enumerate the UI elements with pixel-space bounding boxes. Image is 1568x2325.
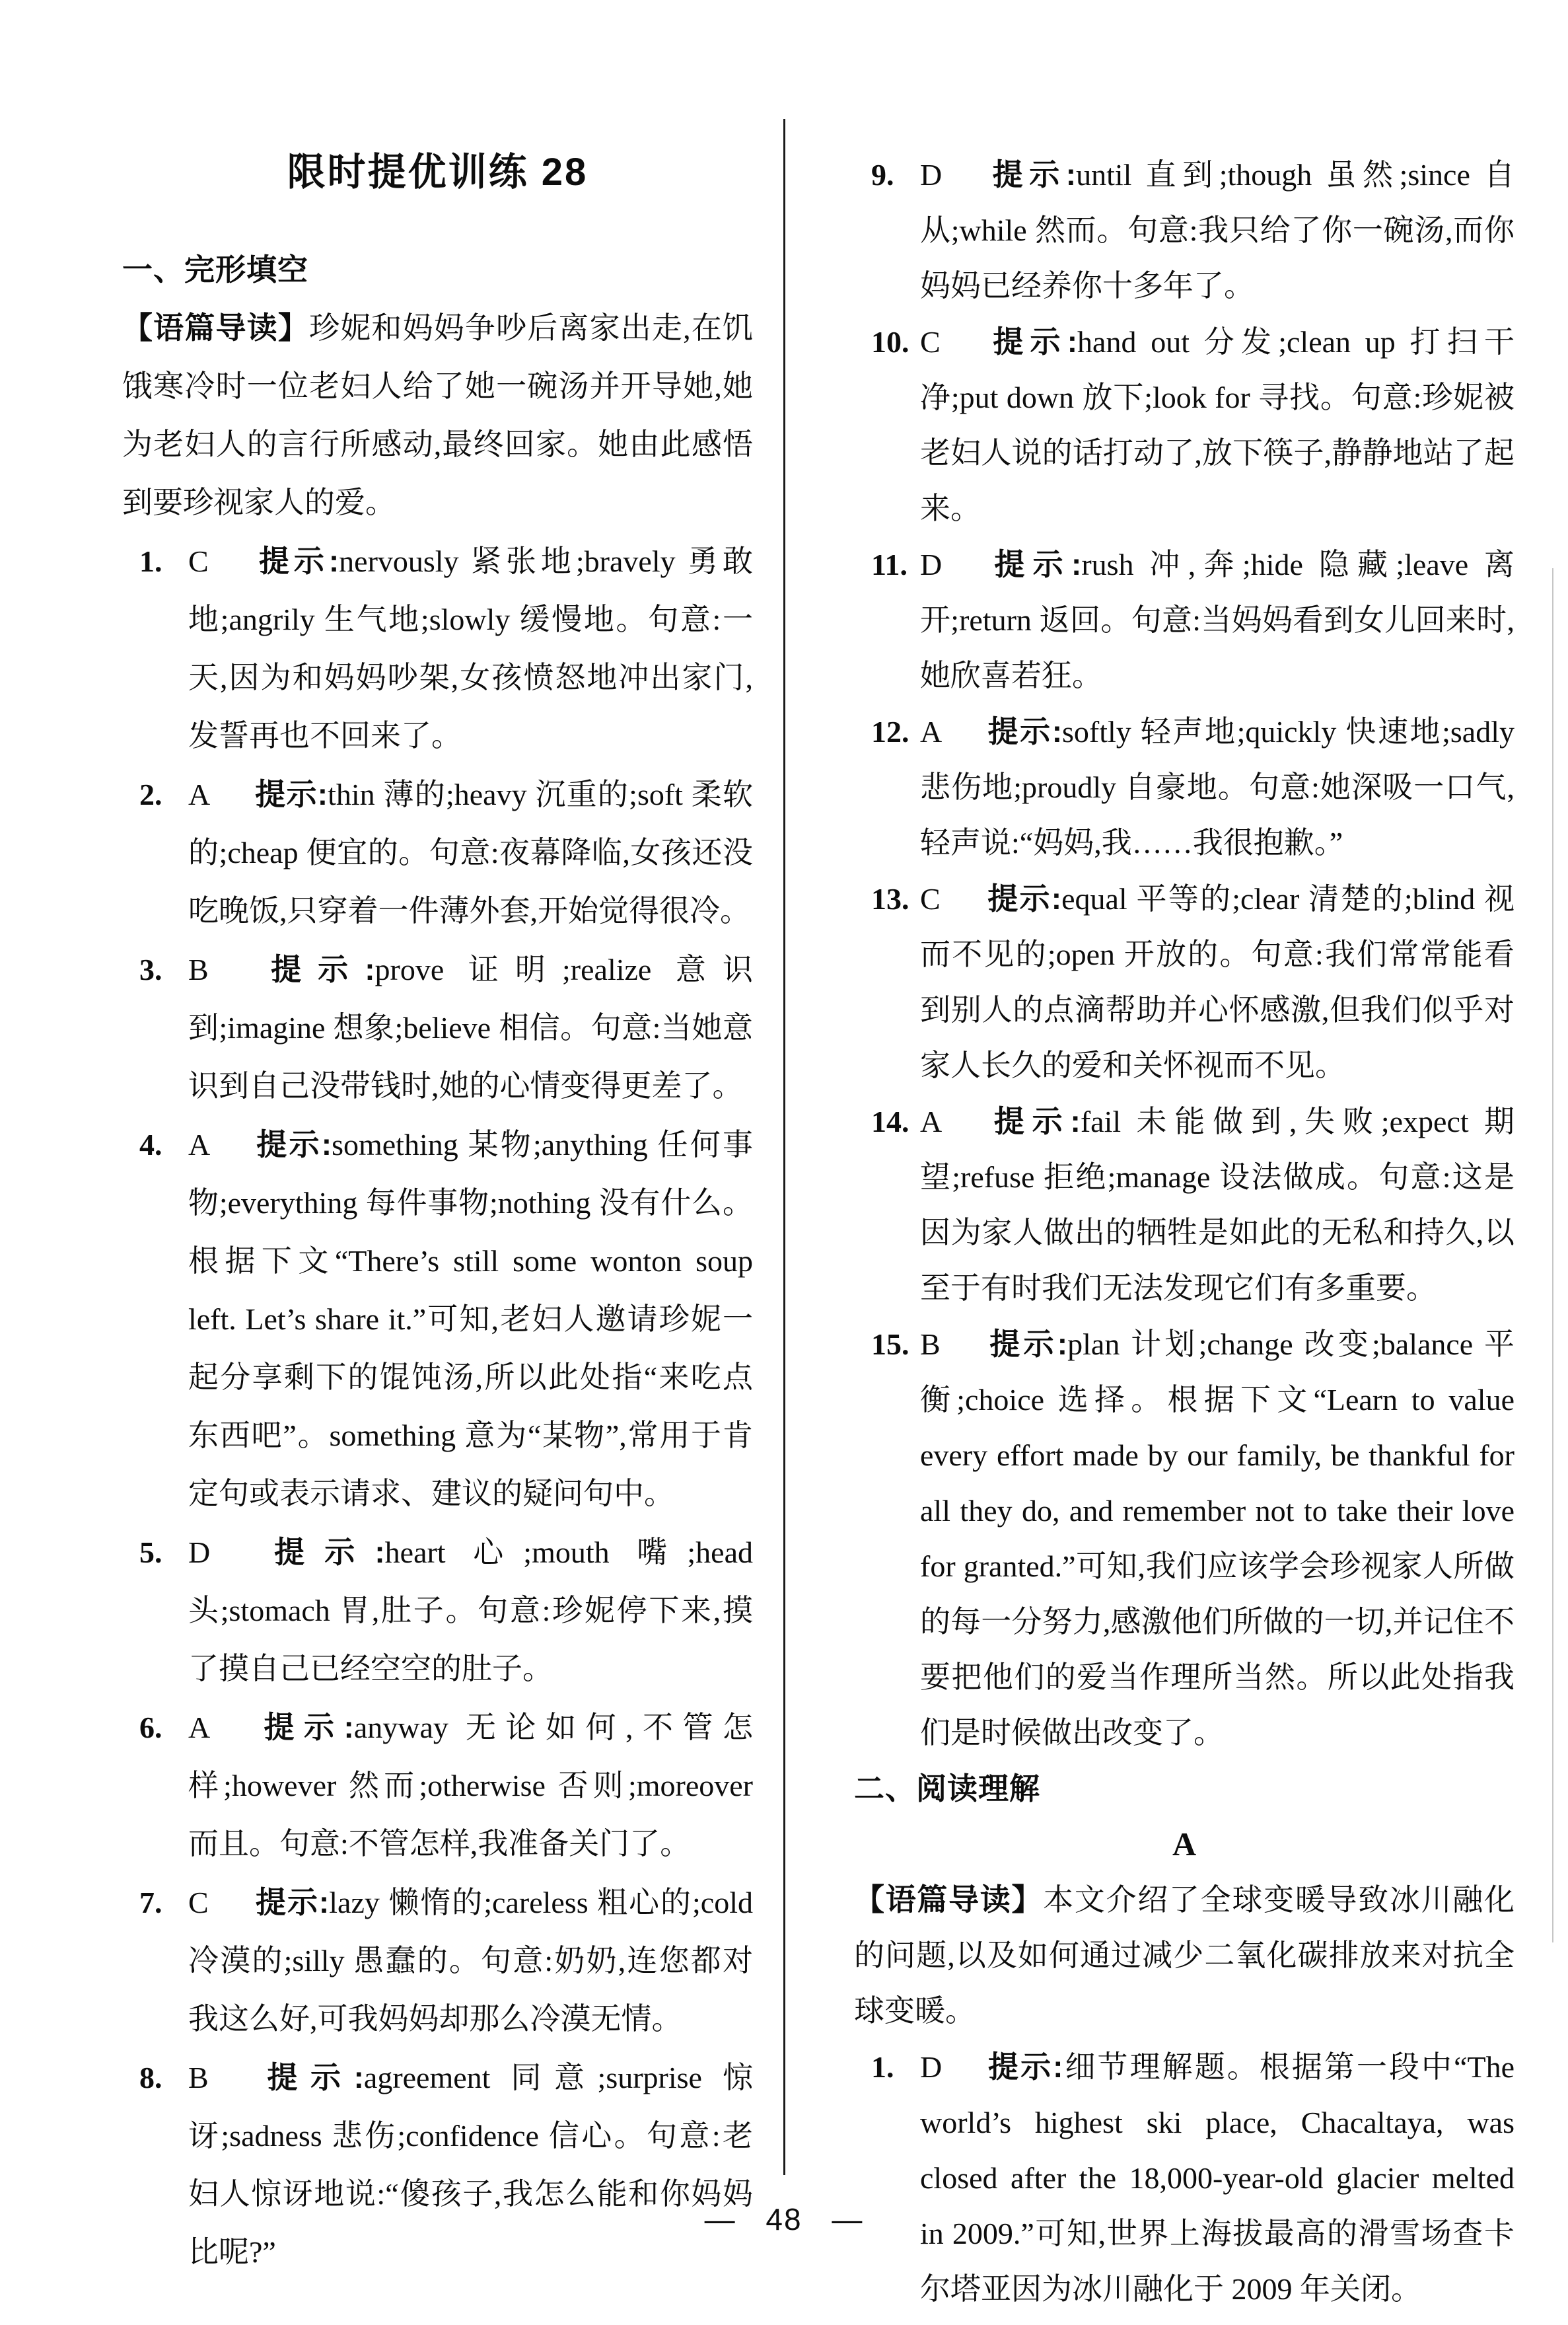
- column-divider-rule: [783, 119, 785, 2175]
- intro-text: 本文介绍了全球变暖导致冰川融化的问题,以及如何通过减少二氧化碳排放来对抗全球变暖。: [854, 1883, 1515, 2028]
- explanation-text: something 某物;anything 任何事物;everything 每件事物;nothing 没有什么。根据下文“There’s still some wonton soup left. Let’s share it.”可知,老妇人邀请珍妮一起分享剩下的馄饨汤,所以此处指“来吃点东西吧”。something 意为“某物”,常用于肯定句或表示请求、建议的疑问句中。: [188, 1128, 753, 1510]
- answer-letter: B: [188, 953, 209, 986]
- answer-item-number: 5.: [139, 1535, 162, 1569]
- hint-label: 提示:: [254, 2060, 364, 2094]
- answer-letter: A: [188, 778, 211, 811]
- explanation-text: equal 平等的;clear 清楚的;blind 视而不见的;open 开放的。句意:我们常常能看到别人的点滴帮助并心怀感激,但我们似乎对家人长久的爱和关怀视而不见。: [920, 882, 1515, 1082]
- answer-item-number: 4.: [139, 1128, 162, 1162]
- answer-item-number: 15.: [871, 1327, 909, 1361]
- answer-item: [854, 704, 1515, 871]
- answer-item: [122, 1523, 753, 1698]
- passage-label: A: [1172, 1826, 1197, 1863]
- intro-text: 珍妮和妈妈争吵后离家出走,在饥饿寒冷时一位老妇人给了她一碗汤并开导她,她为老妇人的言行所感动,最终回家。她由此感悟到要珍视家人的爱。: [122, 311, 754, 519]
- answer-letter: C: [188, 1886, 209, 1919]
- explanation-text: fail 未能做到,失败;expect 期望;refuse 拒绝;manage 设法做成。句意:这是因为家人做出的牺牲是如此的无私和持久,以至于有时我们无法发现它们有多重要。: [920, 1105, 1515, 1305]
- answer-item: [854, 2039, 1515, 2317]
- answer-letter: D: [188, 1535, 211, 1569]
- answer-list-reading: [854, 2039, 1515, 2317]
- explanation-text: nervously 紧张地;bravely 勇敢地;angrily 生气地;slowly 缓慢地。句意:一天,因为和妈妈吵架,女孩愤怒地冲出家门,发誓再也不回来了。: [188, 544, 753, 753]
- section-header-cloze: 一、完形填空: [122, 252, 308, 287]
- hint-label: 提示:: [986, 714, 1063, 749]
- answer-item: [122, 1873, 753, 2048]
- answer-item-number: 13.: [871, 882, 909, 916]
- answer-item: [854, 147, 1515, 314]
- page-title: 限时提优训练 28: [287, 151, 588, 194]
- answer-item: [854, 871, 1515, 1093]
- answer-item: [854, 314, 1515, 536]
- hint-label: 提示:: [986, 1327, 1068, 1361]
- explanation-text: plan 计划;change 改变;balance 平衡;choice 选择。根据下文“Learn to value every effort made by our family, be thankful for all they do, and remember not to take their love for granted.”可知,我们应该学会珍视家人所做的每一分努力,感激他们所做的一切,并记住不要把他们的爱当作理所当然。所以此处指我们是时候做出改变了。: [920, 1327, 1515, 1750]
- answer-item: [122, 1115, 753, 1523]
- hint-label: 提示:: [986, 547, 1082, 581]
- explanation-text: prove 证明;realize 意识到;imagine 想象;believe 相信。句意:当她意识到自己没带钱时,她的心情变得更差了。: [188, 953, 753, 1103]
- right-column: [854, 147, 1515, 2317]
- answer-item-number: 10.: [871, 325, 909, 359]
- section-header-reading: 二、阅读理解: [854, 1771, 1040, 1806]
- explanation-text: hand out 分发;clean up 打扫干净;put down 放下;look for 寻找。句意:珍妮被老妇人说的话打动了,放下筷子,静静地站了起来。: [920, 325, 1515, 525]
- answer-item: [122, 765, 753, 940]
- hint-label: 提示:: [254, 1535, 385, 1569]
- answer-item-number: 2.: [139, 778, 162, 811]
- answer-letter: D: [920, 2050, 943, 2084]
- hint-label: 提示:: [254, 544, 339, 578]
- answer-letter: A: [188, 1128, 211, 1162]
- explanation-text: anyway 无论如何,不管怎样;however 然而;otherwise 否则;moreover 而且。句意:不管怎样,我准备关门了。: [188, 1711, 753, 1861]
- answer-letter: D: [920, 158, 943, 192]
- hint-label: 提示:: [986, 881, 1062, 916]
- answer-item-number: 6.: [139, 1711, 162, 1744]
- reading-intro-paragraph: [854, 1872, 1515, 2039]
- answer-item: [122, 1698, 753, 1873]
- answer-letter: A: [920, 1105, 943, 1138]
- answer-item-number: 3.: [139, 953, 162, 986]
- explanation-text: 细节理解题。根据第一段中“The world’s highest ski place, Chacaltaya, was closed after the 18,000-year-old glacier melted in 2009.”可知,世界上海拔最高的滑雪场查卡尔塔亚因为冰川融化于 2009 年关闭。: [920, 2050, 1515, 2306]
- answer-item-number: 1.: [139, 544, 162, 578]
- explanation-text: until 直到;though 虽然;since 自从;while 然而。句意:我只给了你一碗汤,而你妈妈已经养你十多年了。: [920, 158, 1515, 303]
- answer-item-number: 9.: [871, 158, 894, 192]
- explanation-text: agreement 同意;surprise 惊讶;sadness 悲伤;confidence 信心。句意:老妇人惊讶地说:“傻孩子,我怎么能和你妈妈比呢?”: [188, 2061, 753, 2269]
- explanation-text: lazy 懒惰的;careless 粗心的;cold 冷漠的;silly 愚蠢的。句意:奶奶,连您都对我这么好,可我妈妈却那么冷漠无情。: [188, 1886, 753, 2036]
- hint-label: 提示:: [986, 324, 1078, 359]
- answer-item: [122, 940, 753, 1115]
- hint-label: 提示:: [254, 1127, 332, 1162]
- hint-label: 提示:: [254, 1885, 330, 1919]
- intro-label: 【语篇导读】: [854, 1882, 1044, 1917]
- answer-item-number: 7.: [139, 1886, 162, 1919]
- answer-item: [122, 532, 753, 765]
- answer-letter: A: [188, 1711, 211, 1744]
- answer-item: [854, 536, 1515, 704]
- answer-item-number: 8.: [139, 2061, 162, 2094]
- hint-label: 提示:: [986, 2049, 1063, 2084]
- answer-letter: C: [920, 882, 941, 916]
- hint-label: 提示:: [254, 1710, 354, 1744]
- answer-list-cloze-left: [122, 532, 753, 2281]
- hint-label: 提示:: [254, 952, 375, 986]
- answer-item: [854, 1093, 1515, 1316]
- answer-item: [854, 1316, 1515, 1761]
- explanation-text: rush 冲,奔;hide 隐藏;leave 离开;return 返回。句意:当妈妈看到女儿回来时,她欣喜若狂。: [920, 548, 1515, 692]
- scan-artifact-line: [1552, 568, 1553, 1942]
- answer-item-number: 11.: [871, 548, 908, 581]
- hint-label: 提示:: [254, 777, 328, 811]
- page-number: — 48 —: [704, 2202, 864, 2236]
- intro-label: 【语篇导读】: [122, 311, 310, 345]
- answer-item-number: 12.: [871, 715, 909, 749]
- answer-letter: B: [188, 2061, 209, 2094]
- hint-label: 提示:: [986, 157, 1077, 192]
- answer-letter: B: [920, 1327, 941, 1361]
- answer-letter: C: [188, 544, 209, 578]
- cloze-intro-paragraph: [122, 299, 753, 532]
- answer-item-number: 14.: [871, 1105, 909, 1138]
- explanation-text: softly 轻声地;quickly 快速地;sadly 悲伤地;proudly 自豪地。句意:她深吸一口气,轻声说:“妈妈,我……我很抱歉。”: [920, 715, 1515, 860]
- left-column: [122, 141, 753, 2281]
- explanation-text: thin 薄的;heavy 沉重的;soft 柔软的;cheap 便宜的。句意:夜幕降临,女孩还没吃晚饭,只穿着一件薄外套,开始觉得很冷。: [188, 778, 753, 928]
- hint-label: 提示:: [986, 1104, 1081, 1138]
- explanation-text: heart 心;mouth 嘴;head 头;stomach 胃,肚子。句意:珍妮停下来,摸了摸自己已经空空的肚子。: [188, 1535, 753, 1685]
- answer-letter: D: [920, 548, 943, 581]
- answer-letter: C: [920, 325, 941, 359]
- answer-letter: A: [920, 715, 943, 749]
- answer-item-number: 1.: [871, 2050, 894, 2084]
- answer-list-cloze-right: [854, 147, 1515, 1761]
- answer-item: [122, 2048, 753, 2281]
